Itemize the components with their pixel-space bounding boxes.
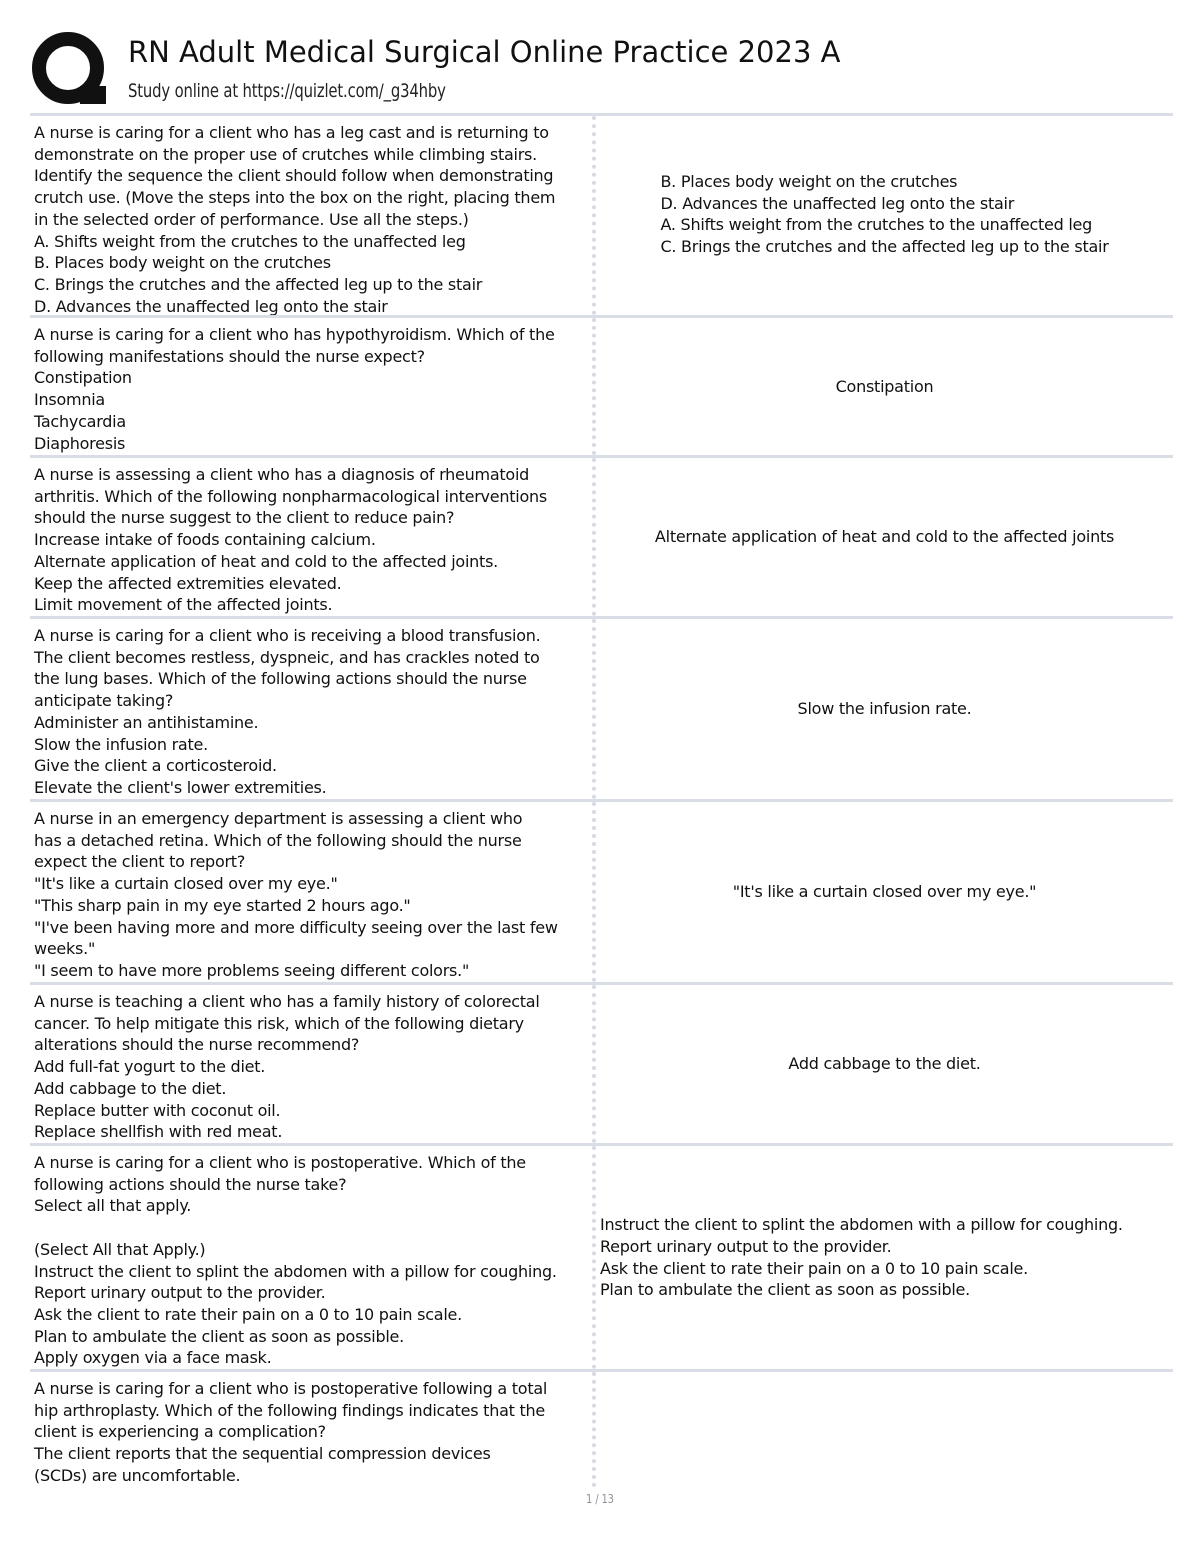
question-line: A nurse is teaching a client who has a family history of colorectal [34,992,540,1011]
answer-line: Ask the client to rate their pain on a 0 to 10 pain scale. [600,1258,1028,1278]
question-line: Select all that apply. [34,1196,192,1216]
question-line: anticipate taking? [34,691,174,711]
answer-line: Slow the infusion rate. [797,699,972,719]
answer-cell [596,985,1173,1143]
question-line: Limit movement of the affected joints. [34,595,333,615]
quizlet-logo-icon [30,30,110,110]
question-line: Replace shellfish with red meat. [34,1122,283,1142]
question-line: Insomnia [34,390,105,410]
flashcard-row [30,1143,1173,1369]
question-line: demonstrate on the proper use of crutches while climbing stairs. [34,144,537,164]
question-line: "I've been having more and more difficulty seeing over the last few [34,917,558,937]
answer-cell [596,802,1173,982]
question-line: A nurse is caring for a client who is receiving a blood transfusion. [34,626,541,645]
question-line: Identify the sequence the client should follow when demonstrating [34,166,554,186]
answer-cell [596,619,1173,799]
question-line: expect the client to report? [34,852,246,872]
question-cell [30,1146,596,1369]
question-line: (Select All that Apply.) [34,1239,206,1259]
question-cell [30,458,596,616]
question-line: A nurse in an emergency department is assessing a client who [34,809,523,828]
question-line: D. Advances the unaffected leg onto the stair [34,296,388,316]
question-line: Diaphoresis [34,433,126,453]
question-line: Increase intake of foods containing calcium. [34,530,376,550]
question-line: alterations should the nurse recommend? [34,1035,360,1055]
document-header [30,30,1175,110]
question-cell [30,116,596,315]
flashcard-row [30,315,1173,455]
flashcard-table [30,113,1173,1487]
study-online-link[interactable]: Study online at https://quizlet.com/_g34hby [128,80,446,102]
question-line: Keep the affected extremities elevated. [34,573,342,593]
answer-cell [596,458,1173,616]
question-line: weeks." [34,939,96,959]
question-line [34,1217,592,1239]
question-line: "I seem to have more problems seeing different colors." [34,960,470,980]
answer-line: Add cabbage to the diet. [788,1054,981,1074]
answer-cell [596,1146,1173,1369]
question-cell [30,619,596,799]
question-cell [30,802,596,982]
question-line: Instruct the client to splint the abdomen with a pillow for coughing. [34,1261,557,1281]
flashcard-row [30,1369,1173,1487]
answer-cell [596,1372,1173,1487]
answer-cell [596,318,1173,455]
flashcard-row [30,455,1173,616]
question-cell [30,1372,596,1487]
question-line: Plan to ambulate the client as soon as possible. [34,1326,404,1346]
question-line: Add full-fat yogurt to the diet. [34,1057,266,1077]
question-line: Slow the infusion rate. [34,734,208,754]
question-line: Replace butter with coconut oil. [34,1100,281,1120]
answer-line: D. Advances the unaffected leg onto the stair [660,193,1015,213]
question-line: Give the client a corticosteroid. [34,756,277,776]
question-line: in the selected order of performance. Use all the steps.) [34,209,469,229]
question-line: A nurse is caring for a client who is postoperative following a total [34,1379,548,1398]
question-line: Add cabbage to the diet. [34,1078,227,1098]
question-line: following manifestations should the nurse expect? [34,346,425,366]
answer-line: Instruct the client to splint the abdomen with a pillow for coughing. [600,1215,1123,1235]
question-line: The client reports that the sequential compression devices [34,1444,491,1464]
question-line: Tachycardia [34,411,126,431]
question-line: Administer an antihistamine. [34,712,259,732]
question-line: A. Shifts weight from the crutches to the unaffected leg [34,231,466,251]
page-title: RN Adult Medical Surgical Online Practice 2023 A [128,35,841,69]
question-cell [30,985,596,1143]
question-line: A nurse is caring for a client who is postoperative. Which of the [34,1153,526,1172]
page-indicator: 1 / 13 [586,1492,614,1506]
question-cell [30,318,596,455]
question-line: crutch use. (Move the steps into the box on the right, placing them [34,188,556,208]
question-line: Elevate the client's lower extremities. [34,777,327,797]
question-line: The client becomes restless, dyspneic, and has crackles noted to [34,647,540,667]
answer-line: "It's like a curtain closed over my eye." [732,882,1037,902]
question-line: cancer. To help mitigate this risk, which of the following dietary [34,1013,524,1033]
answer-line: Constipation [835,376,934,396]
question-line: has a detached retina. Which of the following should the nurse [34,830,522,850]
question-line: hip arthroplasty. Which of the following findings indicates that the [34,1400,546,1420]
question-line: arthritis. Which of the following nonpharmacological interventions [34,486,547,506]
question-line: Alternate application of heat and cold to the affected joints. [34,551,498,571]
question-line: "This sharp pain in my eye started 2 hours ago." [34,895,411,915]
flashcard-row [30,982,1173,1143]
flashcard-row [30,113,1173,315]
answer-line: B. Places body weight on the crutches [660,172,958,191]
answer-line: Report urinary output to the provider. [600,1236,892,1256]
question-line: the lung bases. Which of the following actions should the nurse [34,669,527,689]
question-line: client is experiencing a complication? [34,1422,326,1442]
answer-line: C. Brings the crutches and the affected leg up to the stair [660,237,1109,257]
question-line: (SCDs) are uncomfortable. [34,1465,241,1485]
question-line: following actions should the nurse take? [34,1174,347,1194]
question-line: A nurse is caring for a client who has a leg cast and is returning to [34,123,549,142]
question-line: Ask the client to rate their pain on a 0 to 10 pain scale. [34,1304,462,1324]
answer-line: Plan to ambulate the client as soon as possible. [600,1280,970,1300]
question-line: should the nurse suggest to the client to reduce pain? [34,508,455,528]
question-line: "It's like a curtain closed over my eye." [34,874,338,894]
question-line: A nurse is caring for a client who has hypothyroidism. Which of the [34,325,555,344]
question-line: Apply oxygen via a face mask. [34,1348,272,1368]
flashcard-row [30,799,1173,982]
question-line: C. Brings the crutches and the affected leg up to the stair [34,274,483,294]
question-line: Report urinary output to the provider. [34,1283,326,1303]
answer-line: Alternate application of heat and cold to the affected joints [654,527,1115,547]
answer-cell [596,116,1173,315]
question-line: B. Places body weight on the crutches [34,253,331,273]
question-line: Constipation [34,368,132,388]
flashcard-row [30,616,1173,799]
question-line: A nurse is assessing a client who has a diagnosis of rheumatoid [34,465,530,484]
answer-line: A. Shifts weight from the crutches to the unaffected leg [660,215,1093,235]
